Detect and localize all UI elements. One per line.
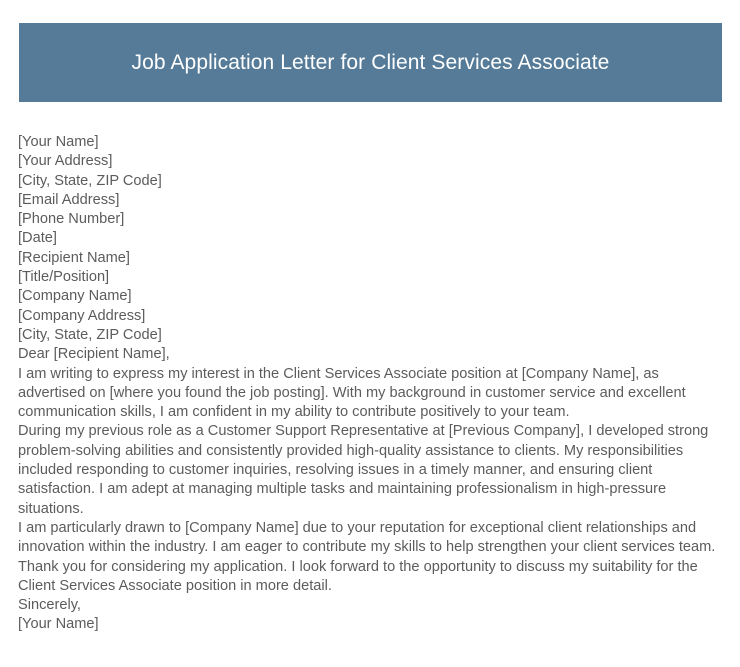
letter-paragraph: I am writing to express my interest in the Client Services Associate position at [Company Name], as advertised on [where you found the job posting]. With my background in customer service and excellent communication skills, I am confident in my ability to contribute positively to your team. <box>18 365 686 421</box>
recipient-address-block <box>18 249 723 345</box>
sender-line: [Your Name] <box>18 134 99 150</box>
sender-address-block <box>18 133 723 249</box>
letter-paragraph: During my previous role as a Customer Support Representative at [Previous Company], I developed strong problem-solving abilities and consistently provided high-quality assistance to clients. My responsibilities included responding to customer inquiries, resolving issues in a timely manner, and ensuring client satisfaction. I am adept at managing multiple tasks and maintaining professionalism in high-pressure situations. <box>18 423 709 517</box>
recipient-line: [Recipient Name] <box>18 249 130 266</box>
recipient-line: [Company Address] <box>18 307 146 324</box>
recipient-line: [Company Name] <box>18 288 132 305</box>
sender-line: [Email Address] <box>18 191 120 208</box>
sender-line: [Your Address] <box>18 153 113 170</box>
signature: [Your Name] <box>18 616 99 633</box>
page-title: Job Application Letter for Client Services Associate <box>131 50 610 74</box>
letter-body <box>18 133 723 635</box>
sender-line: [City, State, ZIP Code] <box>18 172 162 189</box>
header-banner <box>19 23 722 102</box>
letter-paragraph: I am particularly drawn to [Company Name] due to your reputation for exceptional client relationships and innovation within the industry. I am eager to contribute my skills to help strengthen your client services team. <box>18 519 716 556</box>
sender-line: [Phone Number] <box>18 211 125 228</box>
recipient-line: [Title/Position] <box>18 269 110 286</box>
closing: Sincerely, <box>18 597 81 614</box>
salutation: Dear [Recipient Name], <box>18 346 170 363</box>
recipient-line: [City, State, ZIP Code] <box>18 326 162 343</box>
sender-line: [Date] <box>18 230 57 247</box>
letter-paragraph: Thank you for considering my application. I look forward to the opportunity to discuss my suitability for the Client Services Associate position in more detail. <box>18 558 698 594</box>
